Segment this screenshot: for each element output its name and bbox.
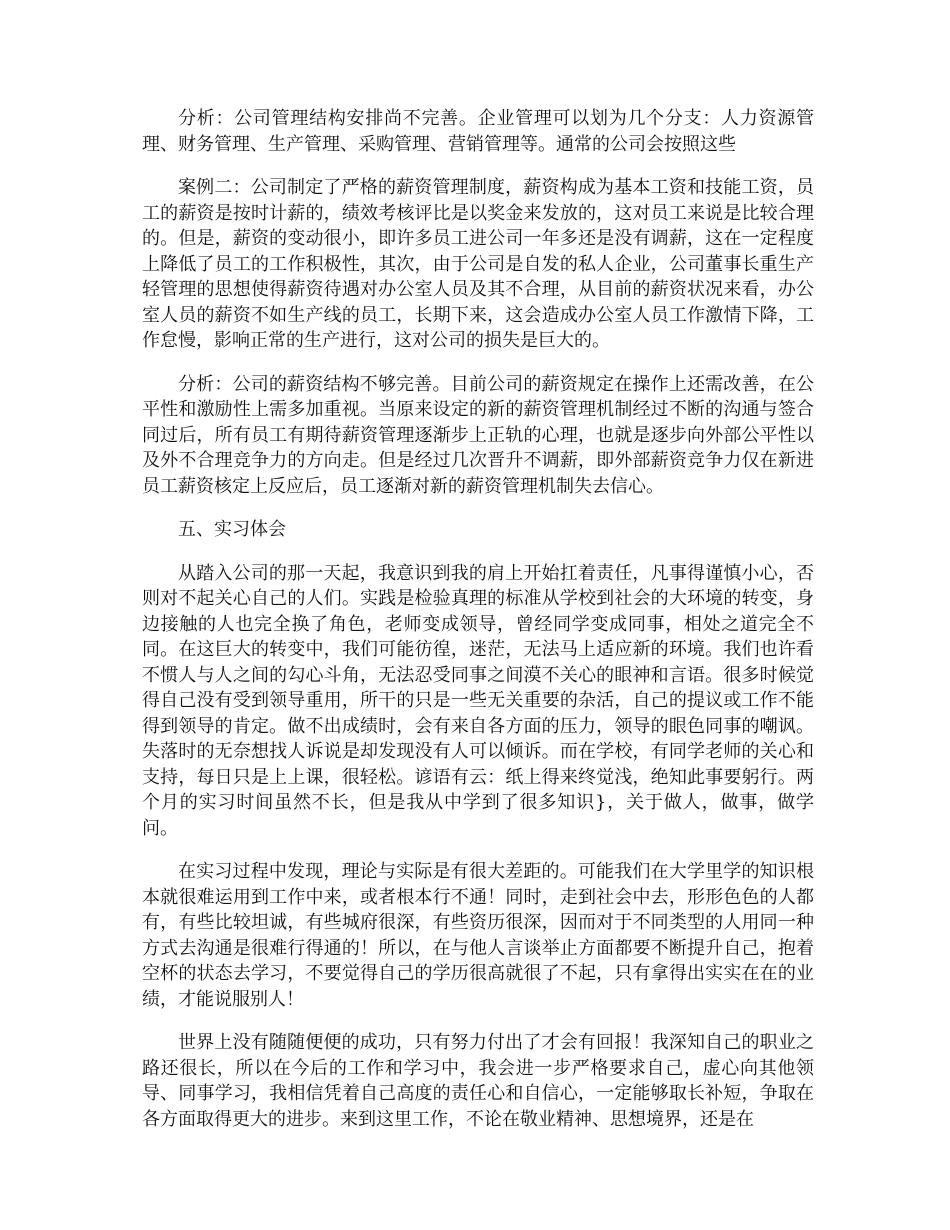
paragraph-analysis-salary: 分析：公司的薪资结构不够完善。目前公司的薪资规定在操作上还需改善，在公平性和激励性上需多加重视。当原来设定的新的薪资管理机制经过不断的沟通与签合同过后，所有员工有期待薪资管理逐渐步上正轨的心理，也就是逐步向外部公平性以及外不合理竞争力的方向走。但是经过几次晋升不调薪，即外部薪资竞争力仅在新进员工薪资核定上反应后，员工逐渐对新的薪资管理机制失去信心。 — [142, 373, 814, 497]
paragraph-reflection-success: 世界上没有随随便便的成功，只有努力付出了才会有回报！我深知自己的职业之路还很长，所以在今后的工作和学习中，我会进一步严格要求自己，虚心向其他领导、同事学习，我相信凭着自己高度的责任心和自信心，一定能够取长补短，争取在各方面取得更大的进步。来到这里工作，不论在敬业精神、思想境界，还是在 — [142, 1032, 814, 1130]
paragraph-analysis-management: 分析：公司管理结构安排尚不完善。企业管理可以划为几个分支：人力资源管理、财务管理、生产管理、采购管理、营销管理等。通常的公司会按照这些 — [142, 108, 814, 155]
paragraph-reflection-first-day: 从踏入公司的那一天起，我意识到我的肩上开始扛着责任，凡事得谨慎小心，否则对不起关心自己的人们。实践是检验真理的标准从学校到社会的大环境的转变，身边接触的人也完全换了角色，老师变成领导，曾经同学变成同事，相处之道完全不同。在这巨大的转变中，我们可能彷徨，迷茫，无法马上适应新的环境。我们也许看不惯人与人之间的勾心斗角，无法忍受同事之间漠不关心的眼神和言语。很多时候觉得自己没有受到领导重用，所干的只是一些无关重要的杂活，自己的提议或工作不能得到领导的肯定。做不出成绩时，会有来自各方面的压力，领导的眼色同事的嘲讽。失落时的无奈想找人诉说是却发现没有人可以倾诉。而在学校，有同学老师的关心和支持，每日只是上上课，很轻松。谚语有云：纸上得来终觉浅，绝知此事要躬行。两个月的实习时间虽然不长，但是我从中学到了很多知识}，关于做人，做事，做学问。 — [142, 562, 814, 839]
document-page — [142, 106, 814, 1150]
paragraph-reflection-theory-practice: 在实习过程中发现，理论与实际是有很大差距的。可能我们在大学里学的知识根本就很难运用到工作中来，或者根本行不通！同时，走到社会中去，形形色色的人都有，有些比较坦诚，有些城府很深，有些资历很深，因而对于不同类型的人用同一种方式去沟通是很难行得通的！所以，在与他人言谈举止方面都要不断提升自己，抱着空杯的状态去学习，不要觉得自己的学历很高就很了不起，只有拿得出实实在在的业绩，才能说服别人！ — [142, 861, 814, 1010]
paragraph-case-two: 案例二：公司制定了严格的薪资管理制度，薪资构成为基本工资和技能工资，员工的薪资是按时计薪的，绩效考核评比是以奖金来发放的，这对员工来说是比较合理的。但是，薪资的变动很小，即许多员工进公司一年多还是没有调薪，这在一定程度上降低了员工的工作积极性，其次，由于公司是自发的私人企业，公司董事长重生产轻管理的思想使得薪资待遇对办公室人员及其不合理，从目前的薪资状况来看，办公室人员的薪资不如生产线的员工，长期下来，这会造成办公室人员工作激情下降，工作怠慢，影响正常的生产进行，这对公司的损失是巨大的。 — [142, 177, 814, 351]
section-heading-internship-reflection: 五、实习体会 — [178, 519, 286, 540]
